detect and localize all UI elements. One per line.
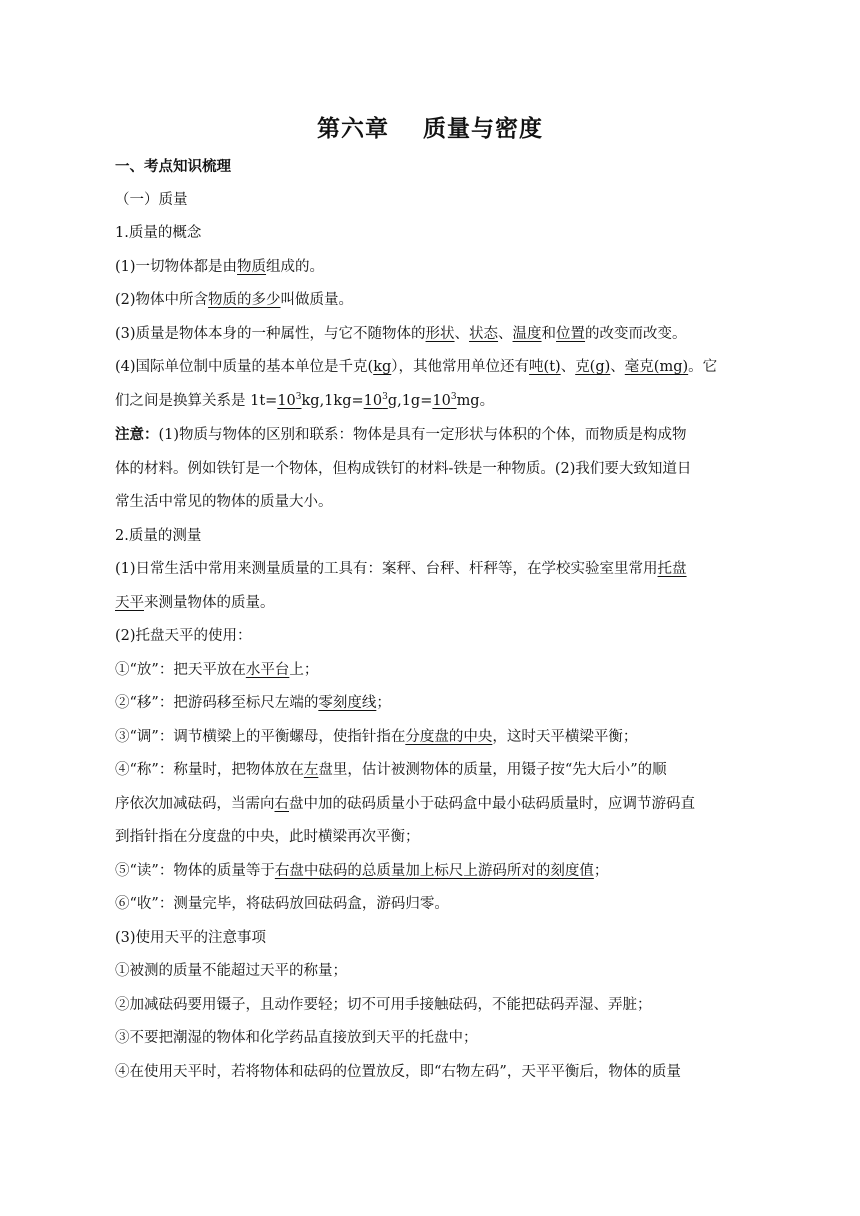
underlined-answer: 零刻度线 — [318, 695, 377, 711]
measurement-3-heading: (3)使用天平的注意事项 — [115, 929, 267, 946]
step-collect: ⑥“收”：测量完毕，将砝码放回砝码盒，游码归零。 — [115, 896, 449, 912]
underlined-answer: 克(g) — [575, 359, 611, 375]
underlined-answer: $10^3$ — [363, 391, 388, 409]
underlined-answer: 形状 — [425, 325, 455, 342]
paragraph-4-line-1: (4)国际单位制中质量的基本单位是千克(kg），其他常用单位还有吨(t)、克(g)、毫克(mg)。它 — [115, 359, 718, 375]
measurement-1-line-1: (1)日常生活中常用来测量质量的工具有：案秤、台秤、杆秤等，在学校实验室里常用托盘 — [115, 561, 687, 577]
underlined-answer: 分度盘的中央 — [405, 728, 493, 745]
underlined-answer: 毫克(mg) — [624, 359, 689, 375]
paragraph-1: (1)一切物体都是由物质组成的。 — [115, 258, 325, 275]
note-line-1: 注意：(1)物质与物体的区别和联系：物体是具有一定形状与体积的个体，而物质是构成物 — [115, 426, 687, 443]
caution-3: ③不要把潮湿的物体和化学药品直接放到天平的托盘中； — [115, 1030, 478, 1046]
underlined-answer: $10^3$ — [432, 391, 457, 409]
note-label: 注意： — [115, 426, 159, 443]
step-weigh-line-1: ④“称”：称量时，把物体放在左盘里，估计被测物体的质量，用镊子按“先大后小”的顺 — [115, 762, 667, 778]
caution-2: ②加减砝码要用镊子，且动作要轻；切不可用手接触砝码，不能把砝码弄湿、弄脏； — [115, 996, 652, 1013]
chapter-title — [0, 110, 860, 143]
underlined-answer: 位置 — [556, 325, 586, 342]
step-weigh-line-2: 序依次加减砝码，当需向右盘中加的砝码质量小于砝码盒中最小砝码质量时，应调节游码直 — [115, 795, 695, 812]
underlined-answer: 物质的多少 — [208, 292, 281, 308]
item-heading-measurement: 2.质量的测量 — [115, 527, 202, 544]
caution-1: ①被测的质量不能超过天平的称量； — [115, 963, 347, 979]
section-heading: 一、考点知识梳理 — [115, 158, 231, 175]
chapter-name: 质量与密度 — [423, 115, 543, 142]
underlined-answer: 右 — [274, 795, 289, 812]
note-line-3: 常生活中常见的物体的质量大小。 — [115, 494, 333, 510]
paragraph-3: (3)质量是物体本身的一种属性，与它不随物体的形状、状态、温度和位置的改变而改变。 — [115, 325, 687, 342]
step-adjust: ③“调”：调节横梁上的平衡螺母，使指针指在分度盘的中央，这时天平横梁平衡； — [115, 728, 638, 745]
note-line-2: 体的材料。例如铁钉是一个物体，但构成铁钉的材料-铁是一种物质。(2)我们要大致知道日 — [115, 460, 692, 477]
underlined-answer: 物质 — [237, 258, 267, 275]
step-move: ②“移”：把游码移至标尺左端的零刻度线； — [115, 695, 391, 711]
underlined-answer: 水平台 — [245, 661, 290, 678]
underlined-answer: 状态 — [469, 325, 499, 342]
measurement-1-line-2: 天平来测量物体的质量。 — [115, 594, 275, 611]
item-heading-concept: 1.质量的概念 — [115, 225, 202, 241]
step-weigh-line-3: 到指针指在分度盘的中央，此时横梁再次平衡； — [115, 829, 420, 845]
underlined-answer: 天平 — [115, 594, 144, 611]
underlined-answer: 温度 — [512, 325, 542, 342]
underlined-answer: 托盘 — [657, 561, 687, 577]
caution-4: ④在使用天平时，若将物体和砝码的位置放反，即“右物左码”，天平平衡后，物体的质量 — [115, 1063, 681, 1080]
document-body — [115, 150, 740, 1089]
paragraph-4-line-2: 们之间是换算关系是 $1t=10^3kg,1kg=10^3g,1g=10^3mg$。 — [115, 391, 495, 409]
underlined-answer: $10^3$ — [277, 391, 302, 409]
paragraph-2: (2)物体中所含物质的多少叫做质量。 — [115, 292, 354, 308]
underlined-answer: 左 — [303, 762, 319, 778]
measurement-2-heading: (2)托盘天平的使用： — [115, 628, 252, 644]
underlined-answer: kg — [373, 359, 392, 375]
chapter-number: 第六章 — [317, 115, 389, 142]
subsection-heading: （一）质量 — [115, 191, 188, 208]
underlined-answer: 右盘中砝码的总质量加上标尺上游码所对的刻度值 — [274, 862, 594, 879]
step-read: ⑤“读”：物体的质量等于右盘中砝码的总质量加上标尺上游码所对的刻度值； — [115, 862, 609, 879]
step-place: ①“放”：把天平放在水平台上； — [115, 661, 319, 678]
underlined-answer: 吨(t) — [529, 359, 561, 375]
